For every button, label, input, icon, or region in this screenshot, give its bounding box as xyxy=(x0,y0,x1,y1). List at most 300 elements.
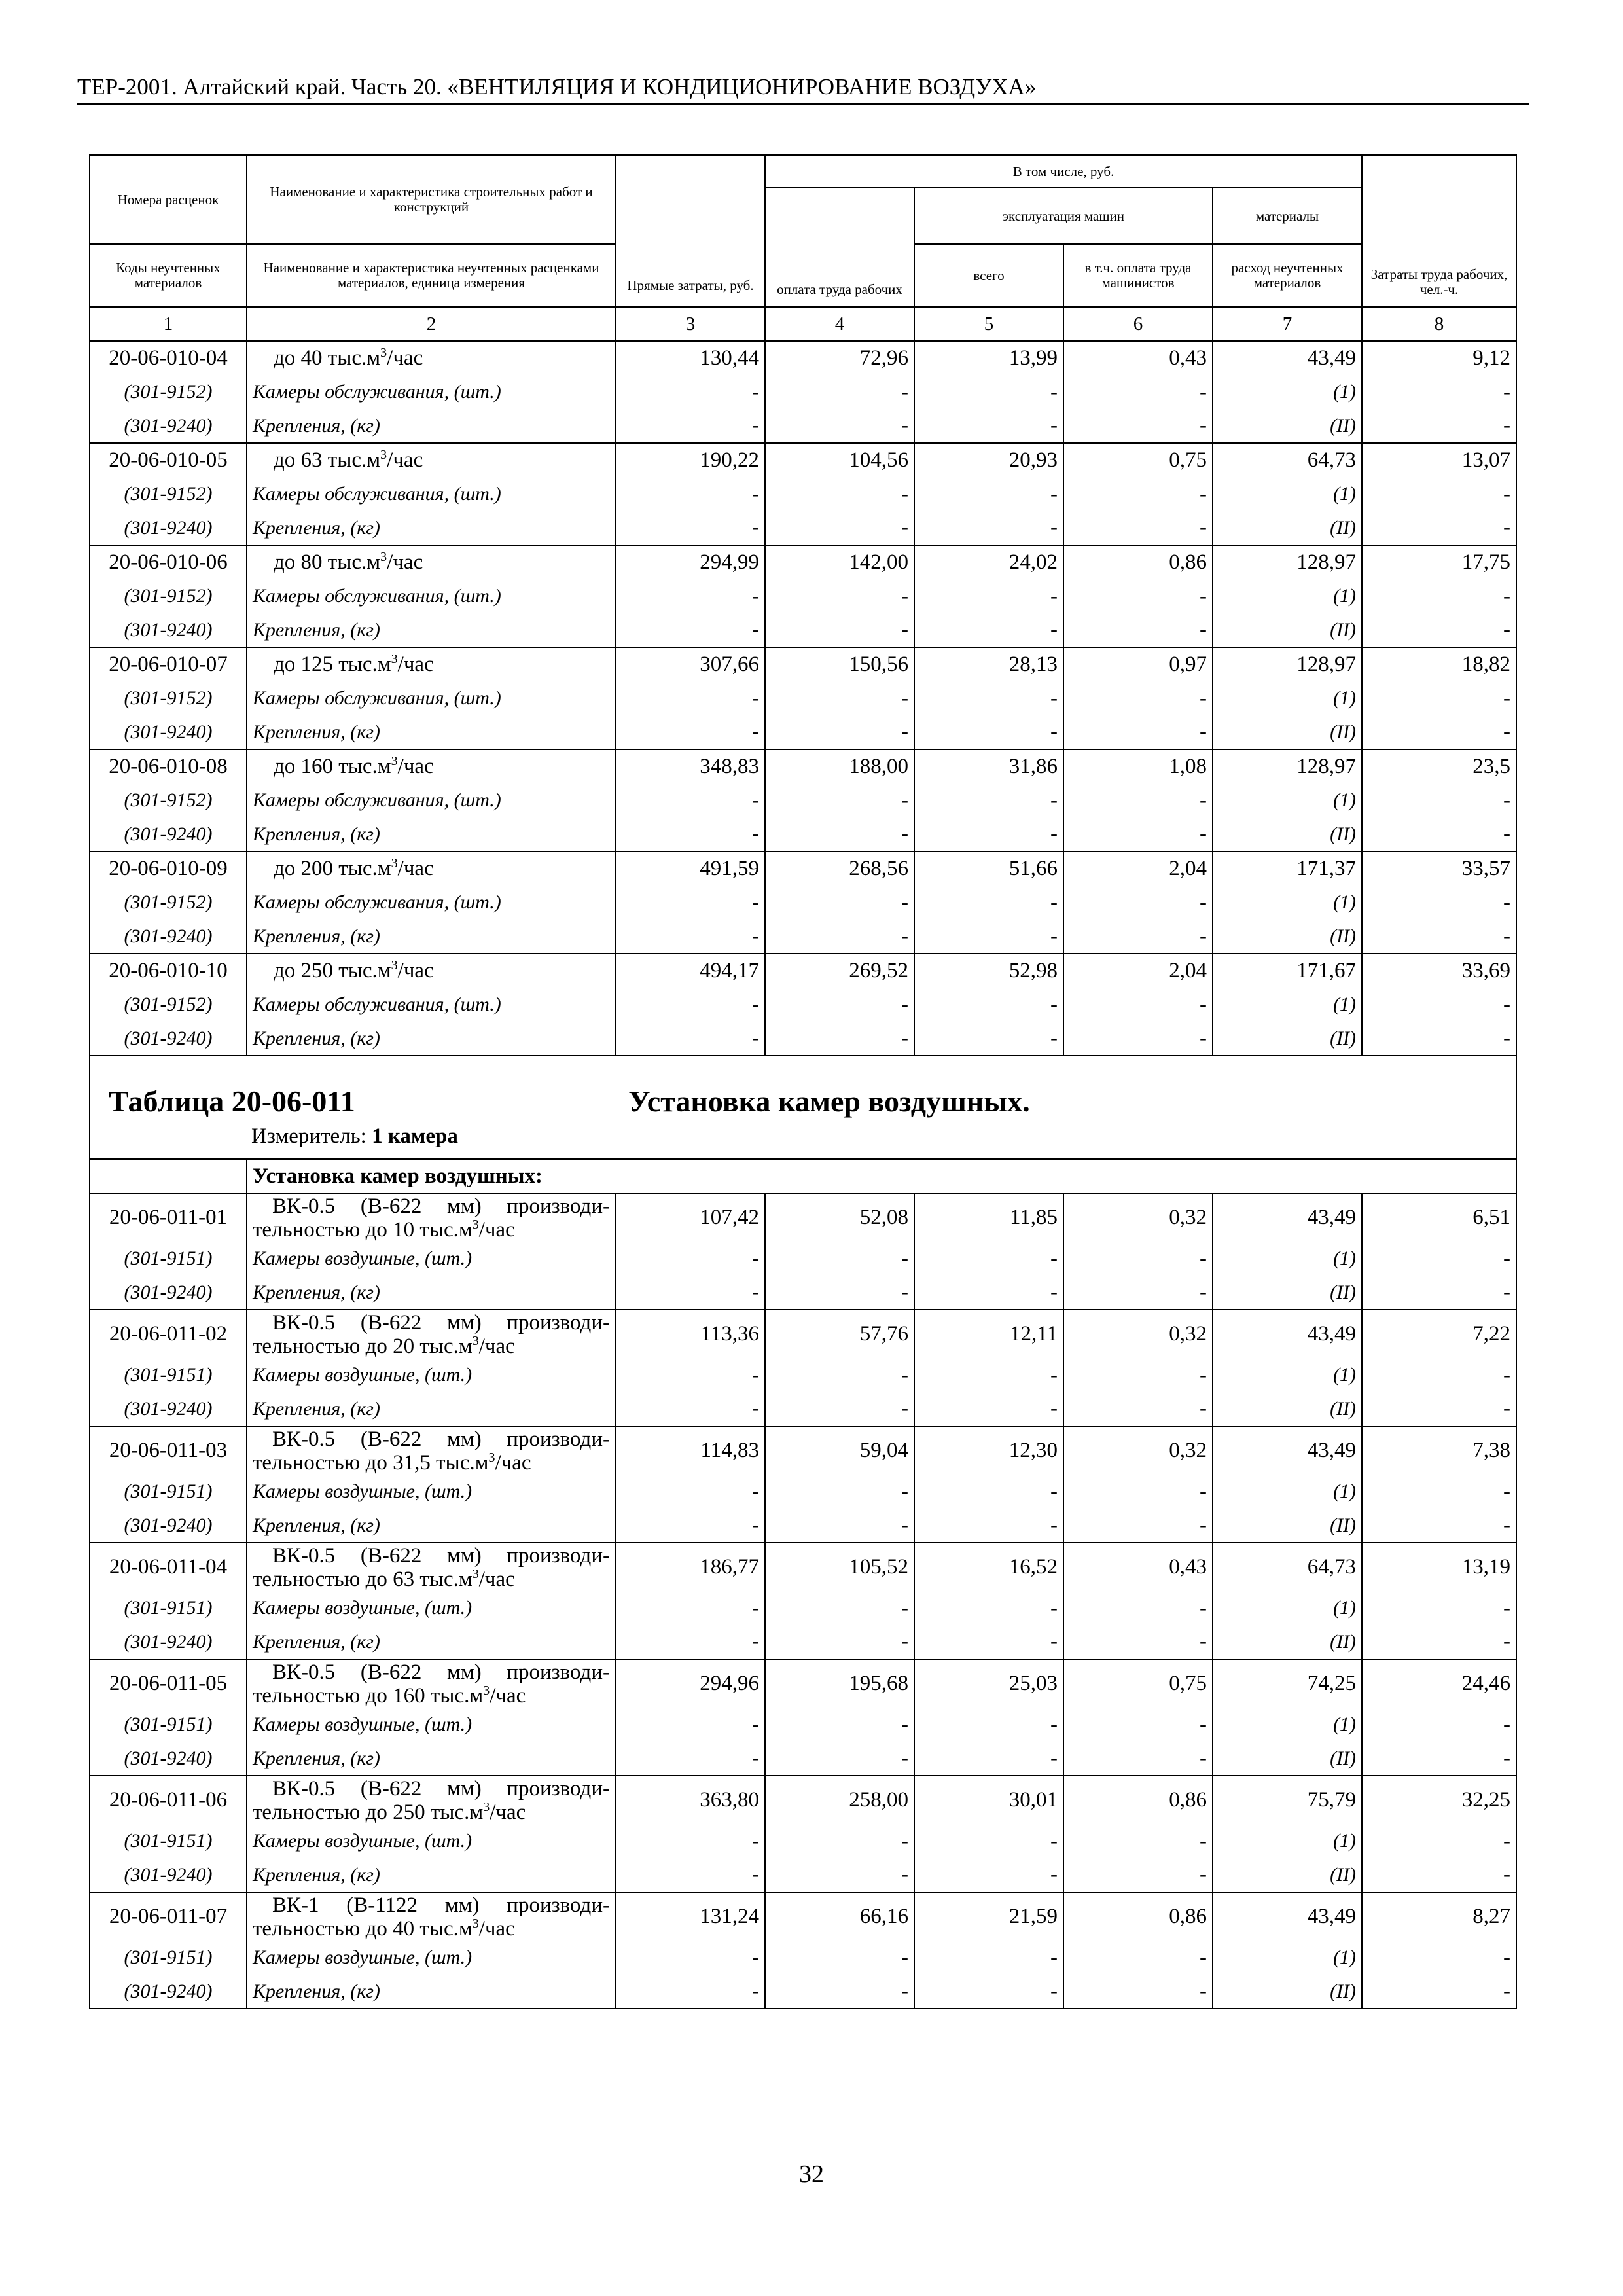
rate-description xyxy=(247,1193,616,1242)
material-row xyxy=(90,920,1516,954)
labor-hours: 8,27 xyxy=(1362,1892,1516,1941)
dash: - xyxy=(1362,783,1516,817)
dash: - xyxy=(1362,1276,1516,1310)
material-row xyxy=(90,1392,1516,1426)
rate-row xyxy=(90,1426,1516,1475)
desc-text: до 80 тыс.м xyxy=(274,550,381,574)
dash: - xyxy=(914,886,1063,920)
dash: - xyxy=(1063,886,1213,920)
material-qty: (II) xyxy=(1213,1509,1362,1543)
dash: - xyxy=(1063,681,1213,715)
direct-cost: 107,42 xyxy=(616,1193,765,1242)
material-qty: (1) xyxy=(1213,1824,1362,1858)
machine-cost: 16,52 xyxy=(914,1543,1063,1591)
labor-cost: 258,00 xyxy=(765,1776,914,1824)
material-cost: 128,97 xyxy=(1213,545,1362,579)
material-row xyxy=(90,1742,1516,1776)
material-qty: (II) xyxy=(1213,1625,1362,1659)
rates-table xyxy=(89,154,1517,2009)
material-name: Крепления, (кг) xyxy=(247,920,616,954)
labor-cost: 268,56 xyxy=(765,852,914,886)
labor-hours: 13,07 xyxy=(1362,443,1516,477)
material-code: (301-9240) xyxy=(90,817,247,852)
dash: - xyxy=(616,1975,765,2009)
material-name: Крепления, (кг) xyxy=(247,511,616,545)
superscript: 3 xyxy=(380,346,387,360)
material-code: (301-9152) xyxy=(90,375,247,409)
labor-hours: 7,22 xyxy=(1362,1310,1516,1358)
dash: - xyxy=(914,477,1063,511)
dash: - xyxy=(1063,1742,1213,1776)
dash: - xyxy=(1063,1858,1213,1892)
rate-description xyxy=(247,545,616,579)
labor-hours: 17,75 xyxy=(1362,545,1516,579)
machine-cost: 30,01 xyxy=(914,1776,1063,1824)
dash: - xyxy=(765,886,914,920)
measure xyxy=(251,1124,458,1149)
dash: - xyxy=(765,1509,914,1543)
dash: - xyxy=(1063,1276,1213,1310)
material-qty: (II) xyxy=(1213,817,1362,852)
material-name: Крепления, (кг) xyxy=(247,1858,616,1892)
col-num: 1 xyxy=(90,307,247,341)
dash: - xyxy=(914,783,1063,817)
rate-description xyxy=(247,749,616,783)
dash: - xyxy=(914,579,1063,613)
dash: - xyxy=(1063,1242,1213,1276)
dash: - xyxy=(1063,715,1213,749)
material-code: (301-9240) xyxy=(90,1742,247,1776)
desc-unit: /час xyxy=(495,1450,531,1475)
dash: - xyxy=(765,1022,914,1056)
col-num: 4 xyxy=(765,307,914,341)
dash: - xyxy=(616,1591,765,1625)
machinist-cost: 0,32 xyxy=(1063,1426,1213,1475)
material-name: Крепления, (кг) xyxy=(247,1625,616,1659)
material-code: (301-9240) xyxy=(90,409,247,443)
labor-cost: 52,08 xyxy=(765,1193,914,1242)
material-row xyxy=(90,1242,1516,1276)
labor-cost: 142,00 xyxy=(765,545,914,579)
dash: - xyxy=(765,1276,914,1310)
material-row xyxy=(90,375,1516,409)
dash: - xyxy=(1063,477,1213,511)
material-code: (301-9240) xyxy=(90,1625,247,1659)
dash: - xyxy=(616,988,765,1022)
column-numbers-row xyxy=(90,307,1516,341)
desc-line1: ВК-0.5 (В-622 мм) производи- xyxy=(272,1310,610,1335)
rate-code: 20-06-010-10 xyxy=(90,954,247,988)
rate-description xyxy=(247,954,616,988)
material-code: (301-9240) xyxy=(90,1022,247,1056)
material-code: (301-9151) xyxy=(90,1591,247,1625)
material-qty: (1) xyxy=(1213,1708,1362,1742)
dash: - xyxy=(1362,1591,1516,1625)
incl-header: В том числе, руб. xyxy=(765,155,1362,188)
dash: - xyxy=(765,409,914,443)
machine-cost: 11,85 xyxy=(914,1193,1063,1242)
dash: - xyxy=(616,886,765,920)
desc-unit: /час xyxy=(387,550,423,574)
material-name: Камеры воздушные, (шт.) xyxy=(247,1591,616,1625)
measure-value: 1 камера xyxy=(372,1124,458,1148)
direct-cost: 307,66 xyxy=(616,647,765,681)
dash: - xyxy=(1362,1975,1516,2009)
dash: - xyxy=(1362,1392,1516,1426)
machinist-cost: 0,43 xyxy=(1063,1543,1213,1591)
rate-row xyxy=(90,1310,1516,1358)
desc-unit: /час xyxy=(397,959,434,982)
material-code: (301-9151) xyxy=(90,1708,247,1742)
dash: - xyxy=(914,1475,1063,1509)
machine-cost: 12,11 xyxy=(914,1310,1063,1358)
direct-cost: 491,59 xyxy=(616,852,765,886)
material-code: (301-9151) xyxy=(90,1242,247,1276)
dash: - xyxy=(765,1858,914,1892)
material-row xyxy=(90,1591,1516,1625)
dash: - xyxy=(914,1392,1063,1426)
dash: - xyxy=(1362,920,1516,954)
material-cost: 43,49 xyxy=(1213,1193,1362,1242)
desc-unit: /час xyxy=(490,1683,526,1708)
material-qty: (1) xyxy=(1213,1358,1362,1392)
material-row xyxy=(90,1941,1516,1975)
dash: - xyxy=(616,477,765,511)
dash: - xyxy=(1063,783,1213,817)
machines-header: эксплуатация машин xyxy=(914,188,1213,244)
col3-header: Прямые затраты, руб. xyxy=(616,155,765,307)
dash: - xyxy=(765,681,914,715)
machine-cost: 21,59 xyxy=(914,1892,1063,1941)
col6-header: в т.ч. оплата труда машинистов xyxy=(1063,244,1213,307)
dash: - xyxy=(616,511,765,545)
machine-cost: 28,13 xyxy=(914,647,1063,681)
labor-cost: 269,52 xyxy=(765,954,914,988)
material-code: (301-9240) xyxy=(90,920,247,954)
material-row xyxy=(90,1276,1516,1310)
labor-hours: 13,19 xyxy=(1362,1543,1516,1591)
material-row xyxy=(90,988,1516,1022)
superscript: 3 xyxy=(488,1450,495,1465)
material-cost: 171,37 xyxy=(1213,852,1362,886)
dash: - xyxy=(616,1941,765,1975)
dash: - xyxy=(616,783,765,817)
material-code: (301-9152) xyxy=(90,579,247,613)
rate-code: 20-06-011-01 xyxy=(90,1193,247,1242)
rate-code: 20-06-011-07 xyxy=(90,1892,247,1941)
material-row xyxy=(90,613,1516,647)
machine-cost: 12,30 xyxy=(914,1426,1063,1475)
material-code: (301-9151) xyxy=(90,1824,247,1858)
dash: - xyxy=(616,1708,765,1742)
dash: - xyxy=(616,1242,765,1276)
desc-unit: /час xyxy=(490,1800,526,1824)
desc-text: до 200 тыс.м xyxy=(274,857,391,880)
direct-cost: 114,83 xyxy=(616,1426,765,1475)
dash: - xyxy=(914,1742,1063,1776)
dash: - xyxy=(914,681,1063,715)
material-row xyxy=(90,1358,1516,1392)
desc-text: до 63 тыс.м xyxy=(274,448,381,472)
dash: - xyxy=(1063,1022,1213,1056)
material-code: (301-9152) xyxy=(90,988,247,1022)
material-qty: (1) xyxy=(1213,1242,1362,1276)
col-num: 2 xyxy=(247,307,616,341)
direct-cost: 348,83 xyxy=(616,749,765,783)
machinist-cost: 0,32 xyxy=(1063,1193,1213,1242)
material-cost: 64,73 xyxy=(1213,443,1362,477)
material-row xyxy=(90,1509,1516,1543)
material-name: Камеры обслуживания, (шт.) xyxy=(247,988,616,1022)
material-qty: (II) xyxy=(1213,715,1362,749)
direct-cost: 113,36 xyxy=(616,1310,765,1358)
material-cost: 128,97 xyxy=(1213,647,1362,681)
material-qty: (1) xyxy=(1213,1941,1362,1975)
dash: - xyxy=(1362,1858,1516,1892)
rate-code: 20-06-010-06 xyxy=(90,545,247,579)
desc-unit: /час xyxy=(397,755,434,778)
desc-unit: /час xyxy=(397,653,434,676)
dash: - xyxy=(1063,579,1213,613)
dash: - xyxy=(616,1509,765,1543)
material-row xyxy=(90,1022,1516,1056)
rate-row xyxy=(90,852,1516,886)
machine-cost: 52,98 xyxy=(914,954,1063,988)
dash: - xyxy=(616,375,765,409)
dash: - xyxy=(765,715,914,749)
dash: - xyxy=(914,511,1063,545)
desc-line1: ВК-0.5 (В-622 мм) производи- xyxy=(272,1427,610,1451)
material-name: Камеры обслуживания, (шт.) xyxy=(247,681,616,715)
material-qty: (1) xyxy=(1213,783,1362,817)
material-row xyxy=(90,1708,1516,1742)
labor-cost: 150,56 xyxy=(765,647,914,681)
dash: - xyxy=(914,1824,1063,1858)
direct-cost: 190,22 xyxy=(616,443,765,477)
rate-description xyxy=(247,341,616,375)
dash: - xyxy=(914,988,1063,1022)
material-qty: (II) xyxy=(1213,613,1362,647)
material-row xyxy=(90,409,1516,443)
material-qty: (II) xyxy=(1213,511,1362,545)
dash: - xyxy=(616,1824,765,1858)
material-code: (301-9240) xyxy=(90,613,247,647)
material-name: Камеры воздушные, (шт.) xyxy=(247,1358,616,1392)
dash: - xyxy=(765,1975,914,2009)
dash: - xyxy=(765,1708,914,1742)
dash: - xyxy=(765,477,914,511)
dash: - xyxy=(1063,1358,1213,1392)
material-code: (301-9240) xyxy=(90,511,247,545)
material-code: (301-9240) xyxy=(90,1509,247,1543)
labor-hours: 24,46 xyxy=(1362,1659,1516,1708)
dash: - xyxy=(1063,409,1213,443)
dash: - xyxy=(1063,1509,1213,1543)
rate-code: 20-06-011-05 xyxy=(90,1659,247,1708)
dash: - xyxy=(616,1858,765,1892)
material-row xyxy=(90,817,1516,852)
superscript: 3 xyxy=(483,1799,490,1814)
dash: - xyxy=(1362,886,1516,920)
material-code: (301-9240) xyxy=(90,1975,247,2009)
rate-description xyxy=(247,852,616,886)
rate-row xyxy=(90,545,1516,579)
dash: - xyxy=(1362,1625,1516,1659)
material-qty: (1) xyxy=(1213,1591,1362,1625)
material-qty: (II) xyxy=(1213,920,1362,954)
desc-line2: тельностью до 160 тыс.м xyxy=(253,1683,484,1708)
dash: - xyxy=(616,1358,765,1392)
dash: - xyxy=(765,1941,914,1975)
dash: - xyxy=(1362,1358,1516,1392)
dash: - xyxy=(1063,1475,1213,1509)
dash: - xyxy=(914,1022,1063,1056)
dash: - xyxy=(616,1392,765,1426)
desc-line2: тельностью до 40 тыс.м xyxy=(253,1916,473,1941)
desc-text: до 160 тыс.м xyxy=(274,755,391,778)
rate-code: 20-06-011-03 xyxy=(90,1426,247,1475)
dash: - xyxy=(616,1276,765,1310)
dash: - xyxy=(1362,715,1516,749)
material-row xyxy=(90,886,1516,920)
dash: - xyxy=(1063,1392,1213,1426)
labor-hours: 32,25 xyxy=(1362,1776,1516,1824)
dash: - xyxy=(765,988,914,1022)
rate-code: 20-06-010-07 xyxy=(90,647,247,681)
desc-line1: ВК-0.5 (В-622 мм) производи- xyxy=(272,1194,610,1218)
dash: - xyxy=(765,1242,914,1276)
dash: - xyxy=(1063,988,1213,1022)
material-code: (301-9240) xyxy=(90,1392,247,1426)
material-row xyxy=(90,1975,1516,2009)
desc-line2: тельностью до 250 тыс.м xyxy=(253,1800,484,1824)
col7-header: расход неучтенных материалов xyxy=(1213,244,1362,307)
material-name: Крепления, (кг) xyxy=(247,715,616,749)
dash: - xyxy=(1362,681,1516,715)
labor-hours: 6,51 xyxy=(1362,1193,1516,1242)
dash: - xyxy=(765,783,914,817)
rate-code: 20-06-011-02 xyxy=(90,1310,247,1358)
dash: - xyxy=(616,1475,765,1509)
col-num: 5 xyxy=(914,307,1063,341)
material-name: Камеры воздушные, (шт.) xyxy=(247,1475,616,1509)
material-cost: 64,73 xyxy=(1213,1543,1362,1591)
dash: - xyxy=(765,613,914,647)
page-number: 32 xyxy=(799,2161,824,2188)
machine-cost: 51,66 xyxy=(914,852,1063,886)
rate-description xyxy=(247,647,616,681)
material-cost: 171,67 xyxy=(1213,954,1362,988)
desc-text: до 250 тыс.м xyxy=(274,959,391,982)
material-name: Крепления, (кг) xyxy=(247,817,616,852)
dash: - xyxy=(1063,375,1213,409)
dash: - xyxy=(1063,1824,1213,1858)
material-name: Крепления, (кг) xyxy=(247,1276,616,1310)
dash: - xyxy=(765,1475,914,1509)
rate-code: 20-06-010-08 xyxy=(90,749,247,783)
superscript: 3 xyxy=(391,652,398,666)
col1-top-header: Номера расценок xyxy=(90,155,247,244)
dash: - xyxy=(1362,1941,1516,1975)
dash: - xyxy=(765,1591,914,1625)
superscript: 3 xyxy=(472,1916,479,1931)
material-row xyxy=(90,1858,1516,1892)
labor-cost: 104,56 xyxy=(765,443,914,477)
material-cost: 128,97 xyxy=(1213,749,1362,783)
rate-row xyxy=(90,1892,1516,1941)
material-name: Камеры воздушные, (шт.) xyxy=(247,1242,616,1276)
dash: - xyxy=(1063,1941,1213,1975)
material-code: (301-9152) xyxy=(90,783,247,817)
rate-description xyxy=(247,1426,616,1475)
dash: - xyxy=(914,817,1063,852)
material-row xyxy=(90,1625,1516,1659)
material-code: (301-9240) xyxy=(90,1858,247,1892)
desc-line1: ВК-0.5 (В-622 мм) производи- xyxy=(272,1543,610,1568)
rate-row xyxy=(90,1193,1516,1242)
rate-row xyxy=(90,1543,1516,1591)
direct-cost: 131,24 xyxy=(616,1892,765,1941)
superscript: 3 xyxy=(472,1566,479,1581)
dash: - xyxy=(765,511,914,545)
material-name: Крепления, (кг) xyxy=(247,409,616,443)
table-name: Установка камер воздушных. xyxy=(628,1085,1030,1118)
material-qty: (1) xyxy=(1213,1475,1362,1509)
desc-text: до 40 тыс.м xyxy=(274,346,381,370)
materials-header: материалы xyxy=(1213,188,1362,244)
material-row xyxy=(90,511,1516,545)
machine-cost: 25,03 xyxy=(914,1659,1063,1708)
dash: - xyxy=(1362,1022,1516,1056)
material-name: Камеры обслуживания, (шт.) xyxy=(247,886,616,920)
dash: - xyxy=(1063,1708,1213,1742)
machinist-cost: 0,32 xyxy=(1063,1310,1213,1358)
rate-row xyxy=(90,647,1516,681)
labor-cost: 188,00 xyxy=(765,749,914,783)
material-name: Камеры обслуживания, (шт.) xyxy=(247,477,616,511)
machine-cost: 20,93 xyxy=(914,443,1063,477)
measure-label: Измеритель: xyxy=(251,1124,366,1148)
machinist-cost: 0,86 xyxy=(1063,1892,1213,1941)
material-code: (301-9151) xyxy=(90,1358,247,1392)
dash: - xyxy=(765,579,914,613)
superscript: 3 xyxy=(391,958,398,973)
running-header: ТЕР-2001. Алтайский край. Часть 20. «ВЕНТИЛЯЦИЯ И КОНДИЦИОНИРОВАНИЕ ВОЗДУХА» xyxy=(77,73,1529,105)
desc-text: до 125 тыс.м xyxy=(274,653,391,676)
material-name: Крепления, (кг) xyxy=(247,1742,616,1776)
material-qty: (1) xyxy=(1213,579,1362,613)
table-section-heading xyxy=(90,1056,1516,1159)
rate-row xyxy=(90,749,1516,783)
dash: - xyxy=(765,375,914,409)
rate-description xyxy=(247,1310,616,1358)
desc-line1: ВК-0.5 (В-622 мм) производи- xyxy=(272,1776,610,1801)
dash: - xyxy=(765,1625,914,1659)
labor-hours: 7,38 xyxy=(1362,1426,1516,1475)
labor-cost: 105,52 xyxy=(765,1543,914,1591)
material-cost: 43,49 xyxy=(1213,1310,1362,1358)
material-name: Камеры обслуживания, (шт.) xyxy=(247,783,616,817)
superscript: 3 xyxy=(380,448,387,462)
material-qty: (II) xyxy=(1213,1975,1362,2009)
dash: - xyxy=(1063,1625,1213,1659)
dash: - xyxy=(1063,1591,1213,1625)
superscript: 3 xyxy=(472,1333,479,1348)
rate-row xyxy=(90,443,1516,477)
dash: - xyxy=(914,1625,1063,1659)
dash: - xyxy=(616,409,765,443)
machinist-cost: 1,08 xyxy=(1063,749,1213,783)
